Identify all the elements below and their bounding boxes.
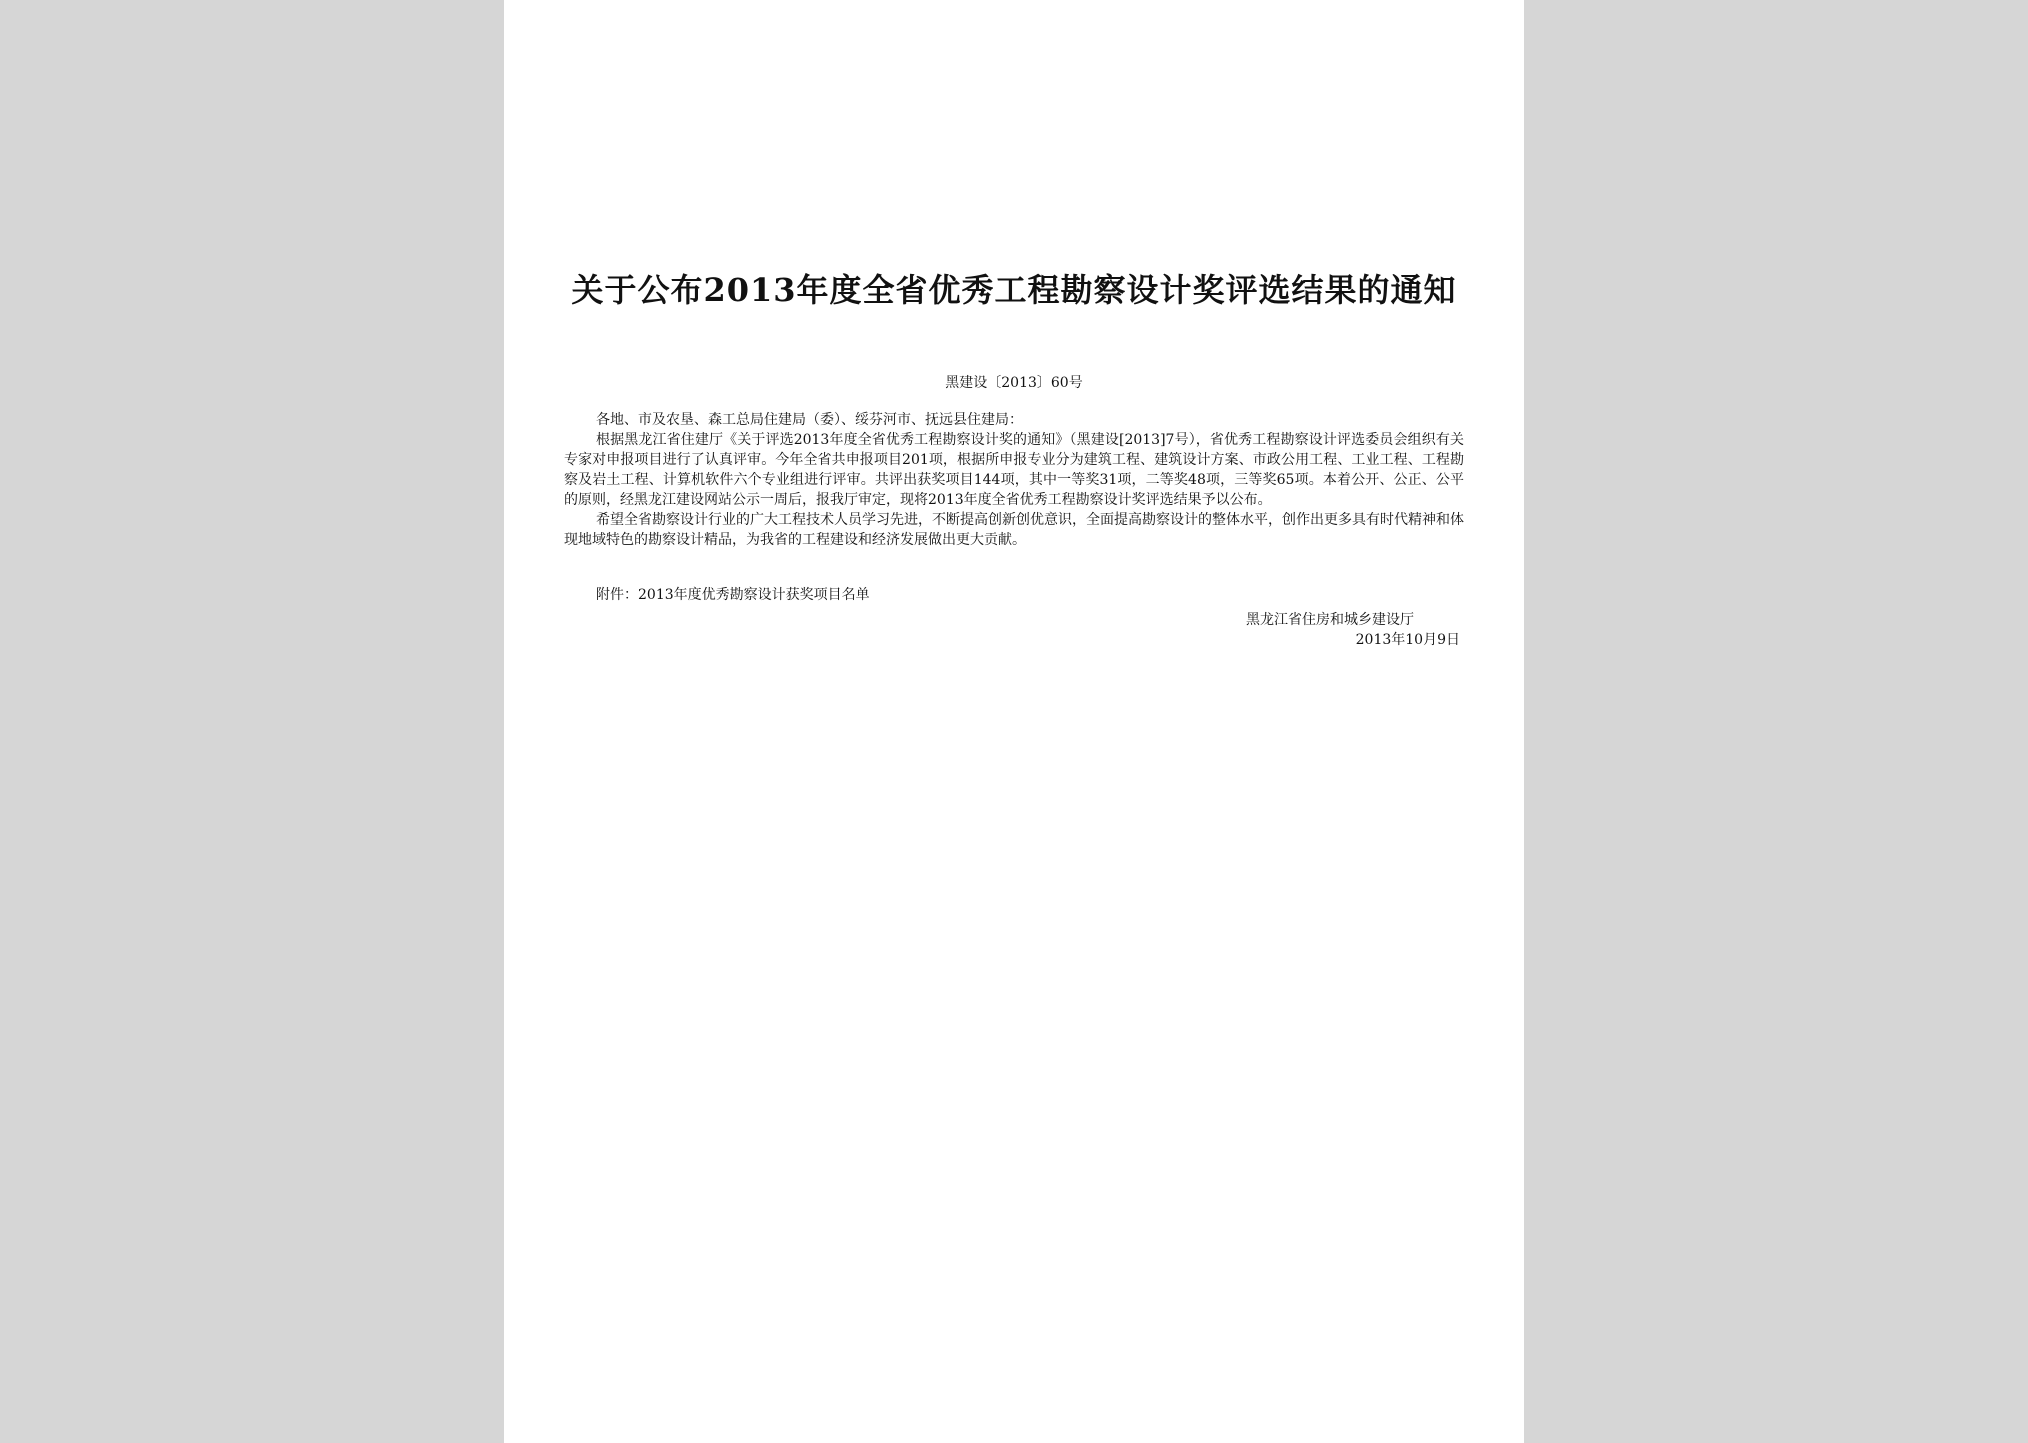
attachment-line: 附件：2013年度优秀勘察设计获奖项目名单 bbox=[596, 587, 870, 603]
issue-date: 2013年10月9日 bbox=[1355, 632, 1460, 648]
body-paragraph-1: 根据黑龙江省住建厅《关于评选2013年度全省优秀工程勘察设计奖的通知》（黑建设[2013]7号），省优秀工程勘察设计评选委员会组织有关专家对申报项目进行了认真评审。今年全省共申报项目201项，根据所申报专业分为建筑工程、建筑设计方案、市政公用工程、工业工程、工程勘察及岩土工程、计算机软件六个专业组进行评审。共评出获奖项目144项，其中一等奖31项，二等奖48项，三等奖65项。本着公开、公正、公平的原则，经黑龙江建设网站公示一周后，报我厅审定，现将2013年度全省优秀工程勘察设计奖评选结果予以公布。 bbox=[564, 432, 1464, 508]
addressee-line: 各地、市及农垦、森工总局住建局（委）、绥芬河市、抚远县住建局： bbox=[596, 412, 1023, 428]
document-number: 黑建设〔2013〕60号 bbox=[945, 375, 1083, 391]
document-page bbox=[504, 0, 1524, 1443]
document-body bbox=[564, 410, 1464, 550]
signature-block bbox=[1246, 610, 1460, 650]
issuer-name: 黑龙江省住房和城乡建设厅 bbox=[1246, 612, 1414, 628]
document-title: 关于公布2013年度全省优秀工程勘察设计奖评选结果的通知 bbox=[571, 271, 1457, 309]
body-paragraph-2: 希望全省勘察设计行业的广大工程技术人员学习先进，不断提高创新创优意识，全面提高勘察设计的整体水平，创作出更多具有时代精神和体现地域特色的勘察设计精品，为我省的工程建设和经济发展做出更大贡献。 bbox=[564, 512, 1464, 548]
